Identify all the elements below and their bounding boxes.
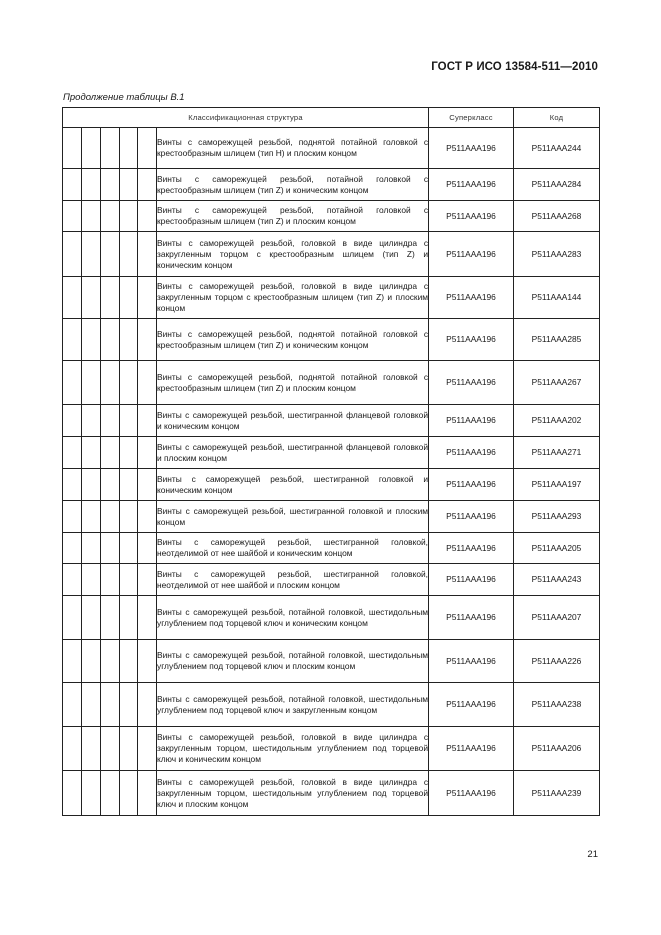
hierarchy-level-cell [82, 564, 101, 596]
hierarchy-level-cell [63, 771, 82, 816]
hierarchy-level-cell [138, 469, 157, 501]
hierarchy-level-cell [101, 727, 120, 771]
table-row [63, 361, 600, 405]
hierarchy-level-cell [63, 361, 82, 405]
hierarchy-level-cell [120, 727, 138, 771]
hierarchy-level-cell [63, 319, 82, 361]
hierarchy-level-cell [63, 596, 82, 640]
hierarchy-level-cell [63, 405, 82, 437]
hierarchy-level-cell [138, 361, 157, 405]
hierarchy-level-cell [138, 564, 157, 596]
classification-description: Винты с саморежущей резьбой, шестигранной головкой, неотделимой от нее шайбой и плоским концом [157, 564, 429, 596]
code-cell: P511AAA267 [514, 361, 600, 405]
hierarchy-level-cell [138, 232, 157, 277]
classification-description: Винты с саморежущей резьбой, потайной головкой с крестообразным шлицем (тип Z) и коническим концом [157, 169, 429, 201]
classification-table [62, 107, 600, 816]
hierarchy-level-cell [138, 771, 157, 816]
hierarchy-level-cell [120, 533, 138, 564]
hierarchy-level-cell [120, 361, 138, 405]
hierarchy-level-cell [138, 596, 157, 640]
code-cell: P511AAA285 [514, 319, 600, 361]
superclass-cell: P511AAA196 [429, 201, 514, 232]
hierarchy-level-cell [101, 564, 120, 596]
superclass-cell: P511AAA196 [429, 533, 514, 564]
table-row [63, 277, 600, 319]
hierarchy-level-cell [120, 201, 138, 232]
hierarchy-level-cell [120, 469, 138, 501]
hierarchy-level-cell [138, 277, 157, 319]
column-header-superclass: Суперкласс [429, 108, 514, 128]
superclass-cell: P511AAA196 [429, 319, 514, 361]
superclass-cell: P511AAA196 [429, 564, 514, 596]
classification-description: Винты с саморежущей резьбой, поднятой потайной головкой с крестообразным шлицем (тип H) и плоским концом [157, 128, 429, 169]
hierarchy-level-cell [138, 169, 157, 201]
table-row [63, 596, 600, 640]
hierarchy-level-cell [63, 533, 82, 564]
hierarchy-level-cell [138, 727, 157, 771]
hierarchy-level-cell [82, 232, 101, 277]
code-cell: P511AAA144 [514, 277, 600, 319]
hierarchy-level-cell [63, 201, 82, 232]
hierarchy-level-cell [82, 437, 101, 469]
code-cell: P511AAA207 [514, 596, 600, 640]
code-cell: P511AAA238 [514, 683, 600, 727]
classification-description: Винты с саморежущей резьбой, потайной головкой с крестообразным шлицем (тип Z) и плоским концом [157, 201, 429, 232]
table-row [63, 405, 600, 437]
hierarchy-level-cell [63, 128, 82, 169]
hierarchy-level-cell [120, 437, 138, 469]
hierarchy-level-cell [101, 128, 120, 169]
hierarchy-level-cell [101, 405, 120, 437]
table-row [63, 319, 600, 361]
table-row [63, 232, 600, 277]
hierarchy-level-cell [82, 727, 101, 771]
classification-description: Винты с саморежущей резьбой, головкой в виде цилиндра с закругленным торцом, шестидольным углублением под торцевой ключ и плоским концом [157, 771, 429, 816]
classification-description: Винты с саморежущей резьбой, головкой в виде цилиндра с закругленным торцом с крестообразным шлицем (тип Z) и плоским концом [157, 277, 429, 319]
code-cell: P511AAA293 [514, 501, 600, 533]
hierarchy-level-cell [101, 169, 120, 201]
hierarchy-level-cell [138, 319, 157, 361]
hierarchy-level-cell [101, 501, 120, 533]
hierarchy-level-cell [120, 596, 138, 640]
hierarchy-level-cell [82, 771, 101, 816]
hierarchy-level-cell [120, 501, 138, 533]
document-standard-header: ГОСТ Р ИСО 13584-511—2010 [431, 61, 598, 73]
hierarchy-level-cell [120, 277, 138, 319]
table-header-row [63, 108, 600, 128]
hierarchy-level-cell [120, 405, 138, 437]
hierarchy-level-cell [82, 640, 101, 683]
table-row [63, 437, 600, 469]
code-cell: P511AAA197 [514, 469, 600, 501]
hierarchy-level-cell [63, 501, 82, 533]
classification-description: Винты с саморежущей резьбой, поднятой потайной головкой с крестообразным шлицем (тип Z) и плоским концом [157, 361, 429, 405]
classification-description: Винты с саморежущей резьбой, шестигранной головкой и плоским концом [157, 501, 429, 533]
hierarchy-level-cell [101, 361, 120, 405]
hierarchy-level-cell [82, 169, 101, 201]
hierarchy-level-cell [63, 564, 82, 596]
code-cell: P511AAA283 [514, 232, 600, 277]
hierarchy-level-cell [101, 771, 120, 816]
hierarchy-level-cell [82, 405, 101, 437]
table-row [63, 533, 600, 564]
classification-description: Винты с саморежущей резьбой, головкой в виде цилиндра с закругленным торцом с крестообразным шлицем (тип Z) и коническим концом [157, 232, 429, 277]
code-cell: P511AAA239 [514, 771, 600, 816]
table-row [63, 683, 600, 727]
hierarchy-level-cell [101, 319, 120, 361]
hierarchy-level-cell [138, 437, 157, 469]
hierarchy-level-cell [101, 277, 120, 319]
hierarchy-level-cell [63, 277, 82, 319]
hierarchy-level-cell [82, 533, 101, 564]
hierarchy-level-cell [63, 232, 82, 277]
hierarchy-level-cell [101, 469, 120, 501]
code-cell: P511AAA243 [514, 564, 600, 596]
hierarchy-level-cell [82, 596, 101, 640]
code-cell: P511AAA202 [514, 405, 600, 437]
hierarchy-level-cell [101, 533, 120, 564]
superclass-cell: P511AAA196 [429, 727, 514, 771]
table-row [63, 727, 600, 771]
hierarchy-level-cell [120, 640, 138, 683]
superclass-cell: P511AAA196 [429, 405, 514, 437]
hierarchy-level-cell [101, 437, 120, 469]
classification-description: Винты с саморежущей резьбой, шестигранной фланцевой головкой и плоским концом [157, 437, 429, 469]
code-cell: P511AAA271 [514, 437, 600, 469]
hierarchy-level-cell [63, 437, 82, 469]
hierarchy-level-cell [82, 319, 101, 361]
hierarchy-level-cell [138, 128, 157, 169]
table-row [63, 169, 600, 201]
hierarchy-level-cell [82, 469, 101, 501]
table-row [63, 564, 600, 596]
hierarchy-level-cell [120, 319, 138, 361]
page-number: 21 [587, 849, 598, 860]
table-row [63, 771, 600, 816]
hierarchy-level-cell [138, 683, 157, 727]
classification-description: Винты с саморежущей резьбой, головкой в виде цилиндра с закругленным торцом, шестидольным углублением под торцевой ключ и коническим концом [157, 727, 429, 771]
code-cell: P511AAA205 [514, 533, 600, 564]
hierarchy-level-cell [63, 683, 82, 727]
table-row [63, 640, 600, 683]
code-cell: P511AAA244 [514, 128, 600, 169]
table-row [63, 469, 600, 501]
hierarchy-level-cell [63, 469, 82, 501]
classification-description: Винты с саморежущей резьбой, шестигранной головкой, неотделимой от нее шайбой и коническим концом [157, 533, 429, 564]
hierarchy-level-cell [138, 501, 157, 533]
table-row [63, 128, 600, 169]
classification-description: Винты с саморежущей резьбой, поднятой потайной головкой с крестообразным шлицем (тип Z) и коническим концом [157, 319, 429, 361]
column-header-classification: Классификационная структура [63, 108, 429, 128]
column-header-code: Код [514, 108, 600, 128]
superclass-cell: P511AAA196 [429, 501, 514, 533]
hierarchy-level-cell [63, 640, 82, 683]
hierarchy-level-cell [63, 727, 82, 771]
superclass-cell: P511AAA196 [429, 232, 514, 277]
code-cell: P511AAA268 [514, 201, 600, 232]
hierarchy-level-cell [120, 683, 138, 727]
superclass-cell: P511AAA196 [429, 437, 514, 469]
code-cell: P511AAA226 [514, 640, 600, 683]
superclass-cell: P511AAA196 [429, 277, 514, 319]
table-body [63, 128, 600, 816]
classification-description: Винты с саморежущей резьбой, шестигранной головкой и коническим концом [157, 469, 429, 501]
superclass-cell: P511AAA196 [429, 361, 514, 405]
hierarchy-level-cell [101, 683, 120, 727]
hierarchy-level-cell [82, 277, 101, 319]
table-row [63, 501, 600, 533]
hierarchy-level-cell [138, 201, 157, 232]
superclass-cell: P511AAA196 [429, 128, 514, 169]
superclass-cell: P511AAA196 [429, 469, 514, 501]
code-cell: P511AAA284 [514, 169, 600, 201]
superclass-cell: P511AAA196 [429, 640, 514, 683]
hierarchy-level-cell [82, 683, 101, 727]
hierarchy-level-cell [138, 405, 157, 437]
hierarchy-level-cell [82, 501, 101, 533]
hierarchy-level-cell [101, 640, 120, 683]
hierarchy-level-cell [82, 128, 101, 169]
table-row [63, 201, 600, 232]
hierarchy-level-cell [120, 232, 138, 277]
classification-description: Винты с саморежущей резьбой, потайной головкой, шестидольным углублением под торцевой ключ и коническим концом [157, 596, 429, 640]
superclass-cell: P511AAA196 [429, 771, 514, 816]
hierarchy-level-cell [138, 640, 157, 683]
hierarchy-level-cell [82, 361, 101, 405]
hierarchy-level-cell [120, 564, 138, 596]
hierarchy-level-cell [101, 596, 120, 640]
hierarchy-level-cell [120, 128, 138, 169]
hierarchy-level-cell [101, 232, 120, 277]
hierarchy-level-cell [63, 169, 82, 201]
table-caption: Продолжение таблицы В.1 [63, 92, 185, 103]
classification-description: Винты с саморежущей резьбой, потайной головкой, шестидольным углублением под торцевой ключ и закругленным концом [157, 683, 429, 727]
hierarchy-level-cell [120, 771, 138, 816]
hierarchy-level-cell [82, 201, 101, 232]
hierarchy-level-cell [120, 169, 138, 201]
classification-description: Винты с саморежущей резьбой, потайной головкой, шестидольным углублением под торцевой ключ и плоским концом [157, 640, 429, 683]
superclass-cell: P511AAA196 [429, 683, 514, 727]
code-cell: P511AAA206 [514, 727, 600, 771]
superclass-cell: P511AAA196 [429, 169, 514, 201]
hierarchy-level-cell [138, 533, 157, 564]
classification-description: Винты с саморежущей резьбой, шестигранной фланцевой головкой и коническим концом [157, 405, 429, 437]
superclass-cell: P511AAA196 [429, 596, 514, 640]
hierarchy-level-cell [101, 201, 120, 232]
